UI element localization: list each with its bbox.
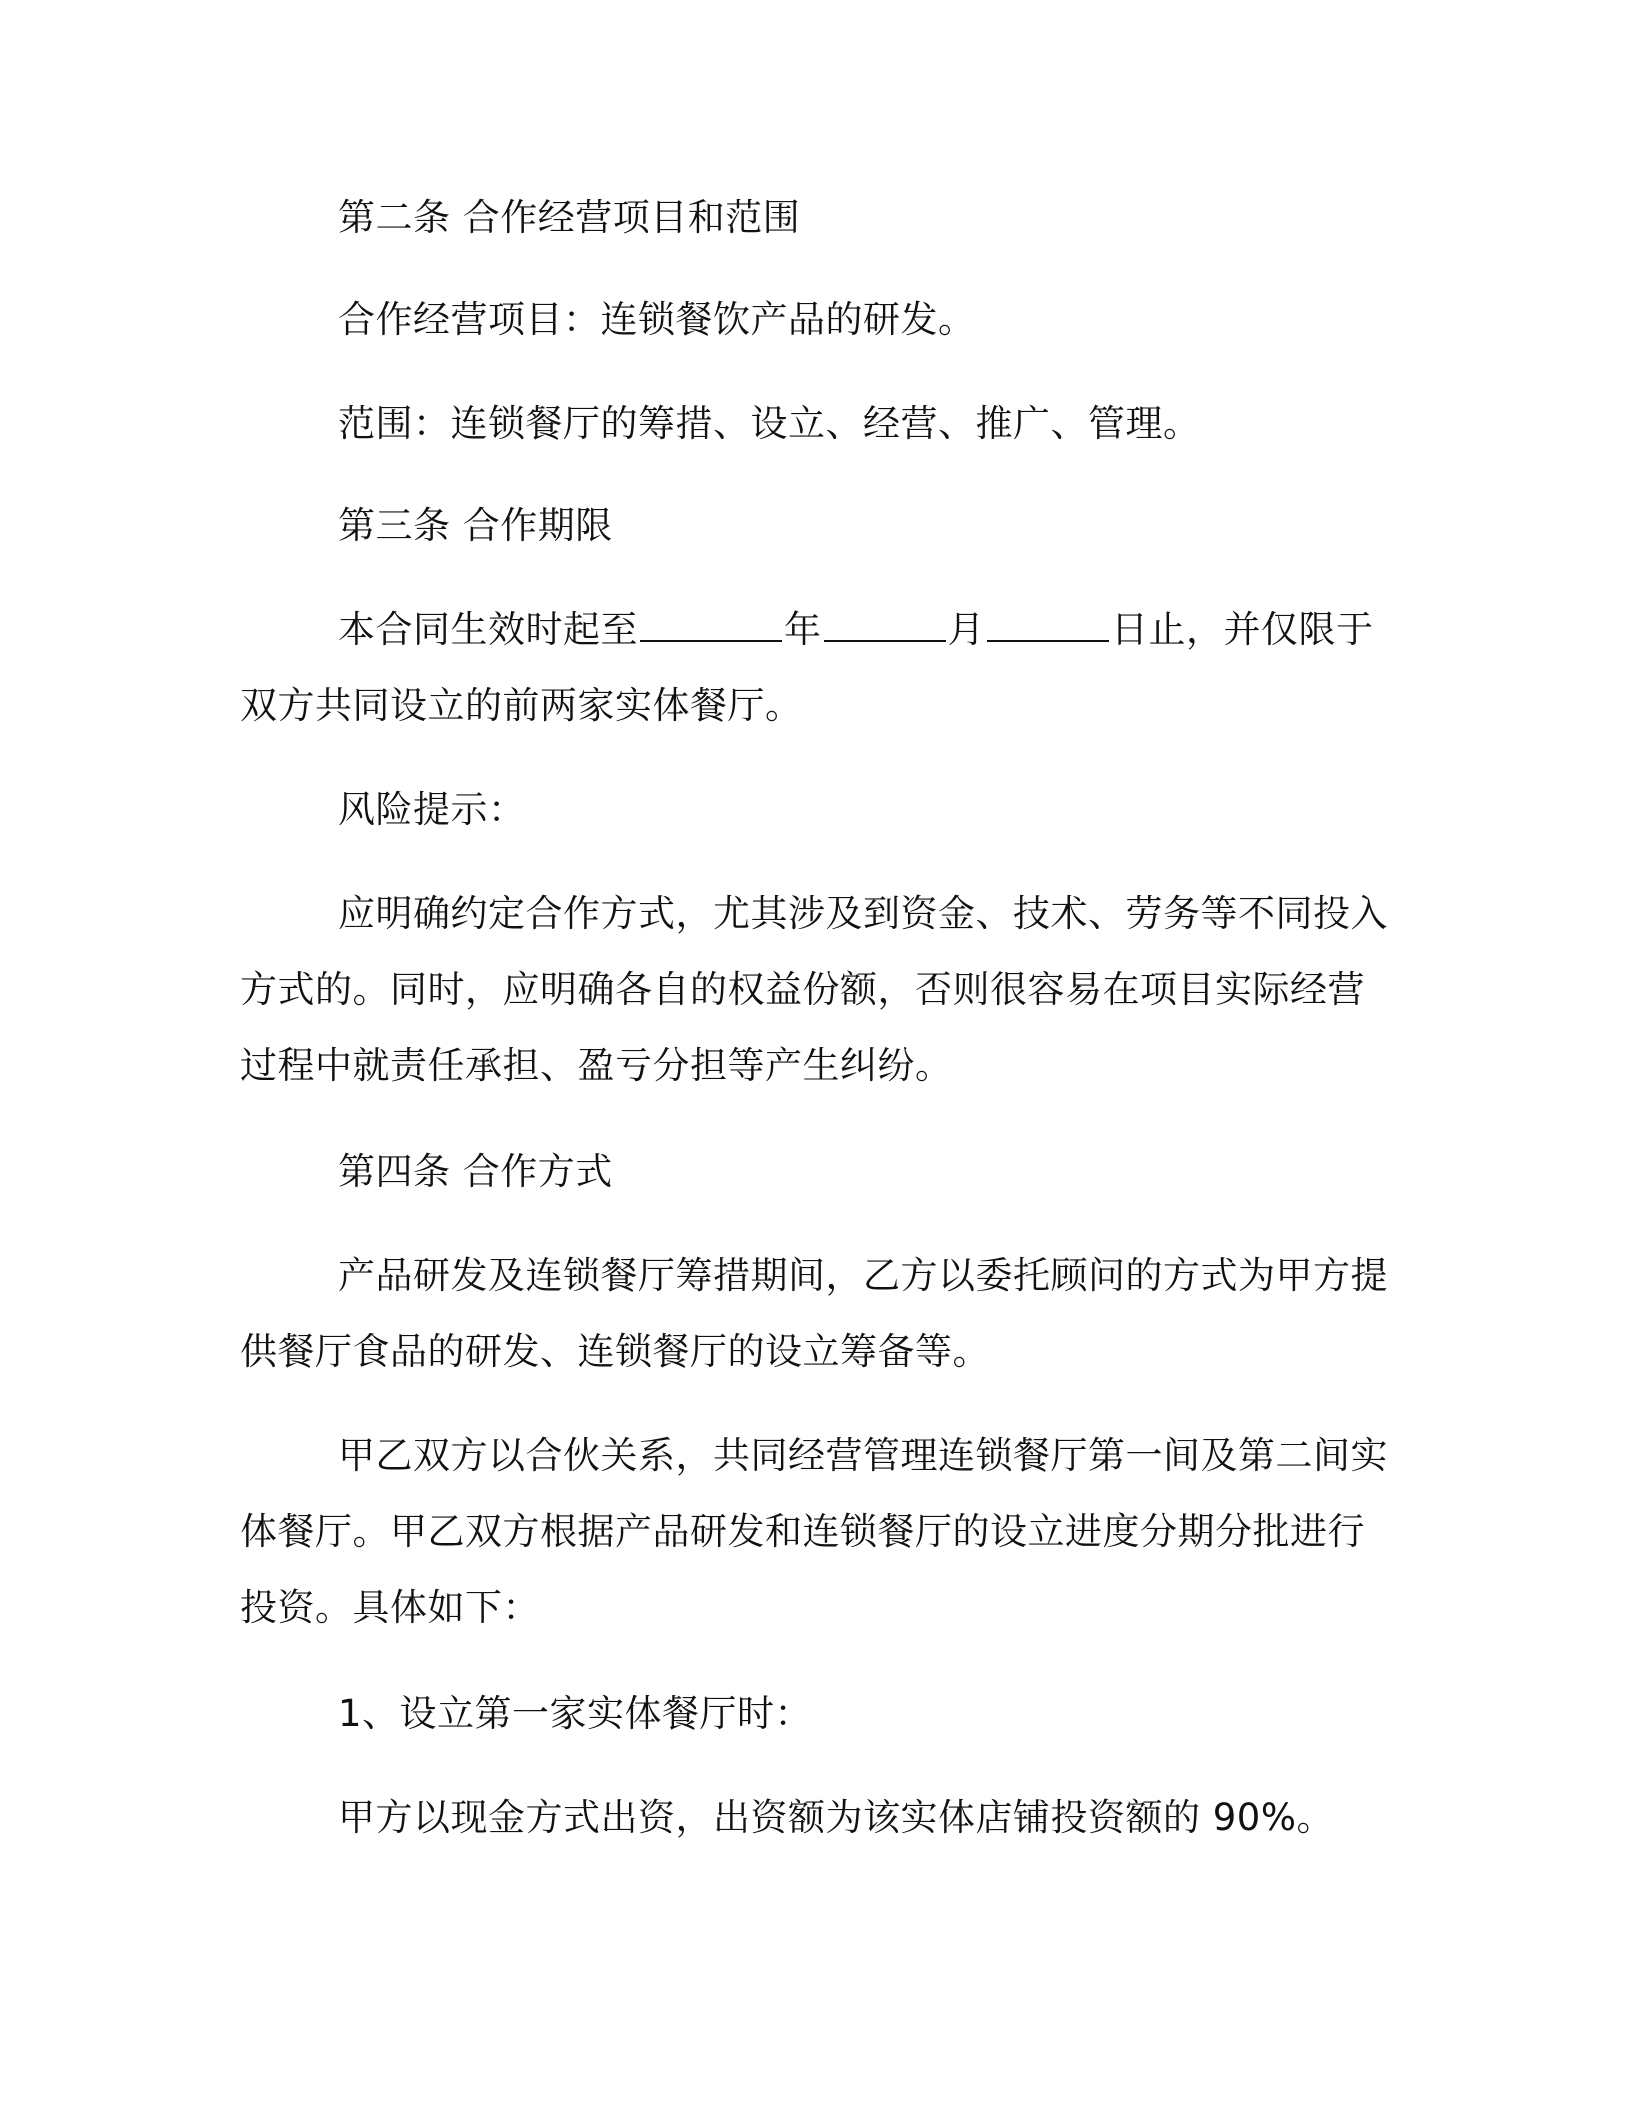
term-day-suffix: 日止，并仅限于 — [1111, 608, 1374, 651]
risk-heading-text: 风险提示： — [338, 788, 526, 831]
item-1-heading-text: 1、设立第一家实体餐厅时： — [338, 1692, 813, 1735]
article-3-heading — [338, 488, 1380, 564]
method-p2-line-3: 投资。具体如下： — [240, 1586, 540, 1629]
scope-text: 范围：连锁餐厅的筹措、设立、经营、推广、管理。 — [338, 402, 1201, 445]
article-4-heading — [338, 1134, 1380, 1210]
method-paragraph-1 — [240, 1238, 1388, 1390]
day-blank — [987, 610, 1109, 642]
method-p2-line-1: 甲乙双方以合伙关系，共同经营管理连锁餐厅第一间及第二间实 — [338, 1434, 1388, 1477]
item-1-paragraph — [338, 1780, 1380, 1856]
method-paragraph-2 — [240, 1418, 1388, 1646]
item-1-text: 甲方以现金方式出资，出资额为该实体店铺投资额的 90%。 — [338, 1796, 1334, 1839]
risk-heading — [338, 772, 1380, 848]
risk-paragraph — [240, 876, 1388, 1104]
method-p1-line-1: 产品研发及连锁餐厅筹措期间，乙方以委托顾问的方式为甲方提 — [338, 1254, 1388, 1297]
article-2-heading — [338, 180, 1380, 256]
year-blank — [640, 610, 782, 642]
risk-line-2: 方式的。同时，应明确各自的权益份额，否则很容易在项目实际经营 — [240, 968, 1365, 1011]
article-3-heading-text: 第三条 合作期限 — [338, 504, 613, 547]
term-month-label: 月 — [947, 608, 985, 651]
term-line-1 — [240, 592, 1380, 668]
risk-line-3: 过程中就责任承担、盈亏分担等产生纠纷。 — [240, 1044, 953, 1087]
term-line-2: 双方共同设立的前两家实体餐厅。 — [240, 684, 803, 727]
scope-paragraph — [338, 386, 1380, 462]
item-1-heading — [338, 1676, 1380, 1752]
project-paragraph — [338, 282, 1380, 358]
term-paragraph — [240, 592, 1380, 744]
term-prefix: 本合同生效时起至 — [338, 608, 638, 651]
project-text: 合作经营项目：连锁餐饮产品的研发。 — [338, 298, 976, 341]
term-year-label: 年 — [784, 608, 822, 651]
article-2-heading-text: 第二条 合作经营项目和范围 — [338, 196, 801, 239]
month-blank — [824, 610, 946, 642]
method-p2-line-2: 体餐厅。甲乙双方根据产品研发和连锁餐厅的设立进度分期分批进行 — [240, 1510, 1365, 1553]
method-p1-line-2: 供餐厅食品的研发、连锁餐厅的设立筹备等。 — [240, 1330, 990, 1373]
article-4-heading-text: 第四条 合作方式 — [338, 1150, 613, 1193]
risk-line-1: 应明确约定合作方式，尤其涉及到资金、技术、劳务等不同投入 — [338, 892, 1388, 935]
